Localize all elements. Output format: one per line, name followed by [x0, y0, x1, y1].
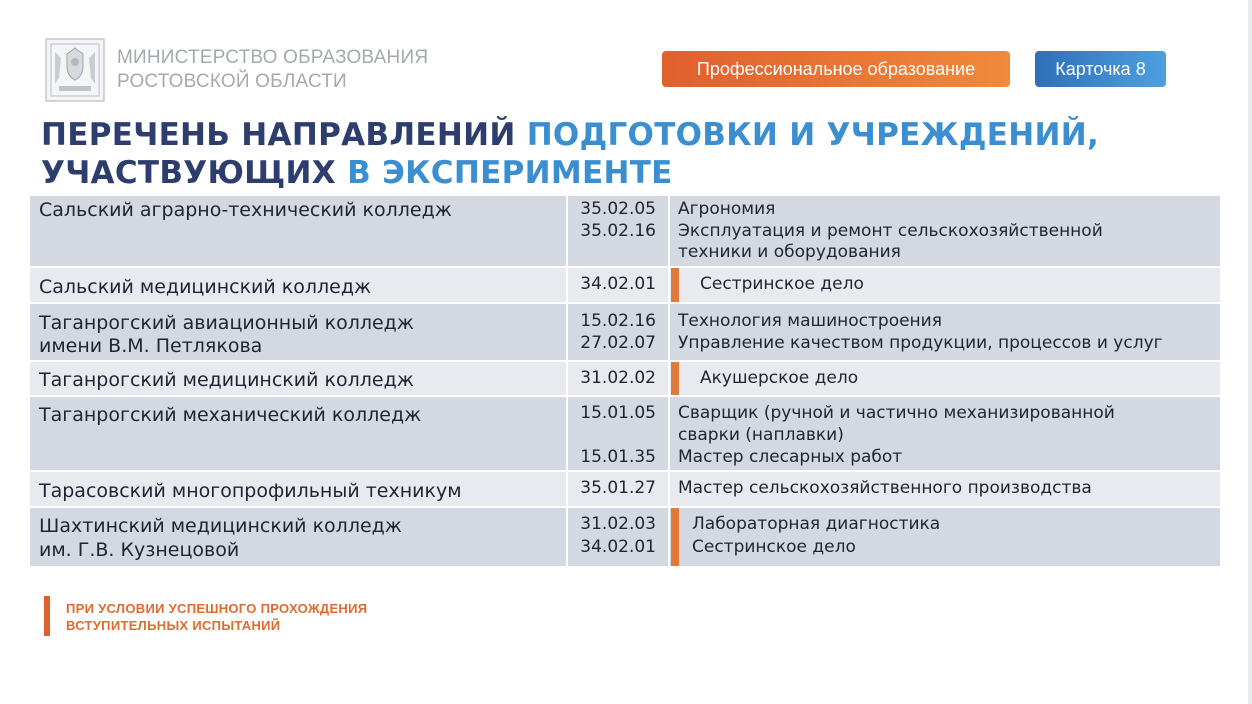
program-code: 15.01.05	[580, 403, 656, 423]
page-edge	[1248, 0, 1252, 704]
institution-name: Таганрогский механический колледж	[39, 404, 422, 426]
institution-name: Тарасовский многопрофильный техникум	[39, 480, 462, 502]
program-name: Сестринское дело	[692, 537, 856, 557]
program-name: сварки (наплавки)	[678, 425, 844, 445]
program-name: Технология машиностроения	[678, 311, 942, 331]
program-name: Сестринское дело	[700, 274, 864, 294]
ministry-line2: РОСТОВСКОЙ ОБЛАСТИ	[117, 71, 347, 92]
program-name: Лабораторная диагностика	[692, 514, 941, 534]
card-number-badge: Карточка 8	[1035, 51, 1166, 87]
program-code: 34.02.01	[580, 274, 656, 294]
program-name: Мастер сельскохозяйственного производства	[678, 478, 1092, 498]
highlight-marker	[671, 508, 679, 566]
program-code: 34.02.01	[580, 537, 656, 557]
institution-name: Сальский аграрно-технический колледж	[39, 199, 452, 221]
table-row	[30, 362, 1220, 397]
institution-name: Сальский медицинский колледж	[39, 276, 372, 298]
table-row	[30, 472, 1220, 508]
program-name: Агрономия	[678, 199, 776, 219]
program-code: 35.02.05	[580, 199, 656, 219]
category-badge: Профессиональное образование	[662, 51, 1010, 87]
program-code: 31.02.02	[580, 368, 656, 388]
institution-name: Таганрогский медицинский колледж	[39, 369, 414, 391]
program-name: Сварщик (ручной и частично механизированной	[678, 403, 1115, 423]
program-name: Мастер слесарных работ	[678, 447, 903, 467]
table-row	[30, 196, 1220, 268]
program-code: 15.01.35	[580, 447, 656, 467]
institution-name: Шахтинский медицинский колледж	[39, 515, 402, 537]
program-name: техники и оборудования	[678, 242, 901, 262]
program-code: 35.02.16	[580, 221, 656, 241]
table-row	[30, 397, 1220, 472]
program-name: Эксплуатация и ремонт сельскохозяйственной	[678, 221, 1103, 241]
table-row	[30, 268, 1220, 304]
footnote-line1: ПРИ УСЛОВИИ УСПЕШНОГО ПРОХОЖДЕНИЯ	[66, 601, 368, 616]
institution-name: Таганрогский авиационный колледж	[39, 312, 414, 334]
title-line2-dark: УЧАСТВУЮЩИХ	[41, 155, 348, 191]
title-line2-light: В ЭКСПЕРИМЕНТЕ	[347, 155, 673, 191]
program-code: 27.02.07	[580, 333, 656, 353]
note-marker	[44, 596, 50, 636]
institution-name-line2: имени В.М. Петлякова	[39, 335, 263, 357]
ministry-line1: МИНИСТЕРСТВО ОБРАЗОВАНИЯ	[117, 47, 429, 68]
title-line1-dark: ПЕРЕЧЕНЬ НАПРАВЛЕНИЙ	[41, 117, 527, 153]
program-code: 35.01.27	[580, 478, 656, 498]
program-name: Акушерское дело	[700, 368, 859, 388]
highlight-marker	[671, 268, 679, 302]
table-row	[30, 304, 1220, 362]
program-code: 31.02.03	[580, 514, 656, 534]
program-name: Управление качеством продукции, процессов и услуг	[678, 333, 1163, 353]
footnote	[66, 600, 367, 634]
table-row	[30, 508, 1220, 566]
page-title	[41, 116, 1099, 192]
footnote-line2: ВСТУПИТЕЛЬНЫХ ИСПЫТАНИЙ	[66, 618, 281, 633]
institution-name-line2: им. Г.В. Кузнецовой	[39, 539, 240, 561]
program-code: 15.02.16	[580, 311, 656, 331]
ministry-name	[117, 46, 428, 94]
coat-of-arms-icon	[45, 38, 105, 102]
directions-table	[30, 196, 1220, 566]
highlight-marker	[671, 362, 679, 395]
title-line1-light: ПОДГОТОВКИ И УЧРЕЖДЕНИЙ,	[526, 117, 1100, 153]
